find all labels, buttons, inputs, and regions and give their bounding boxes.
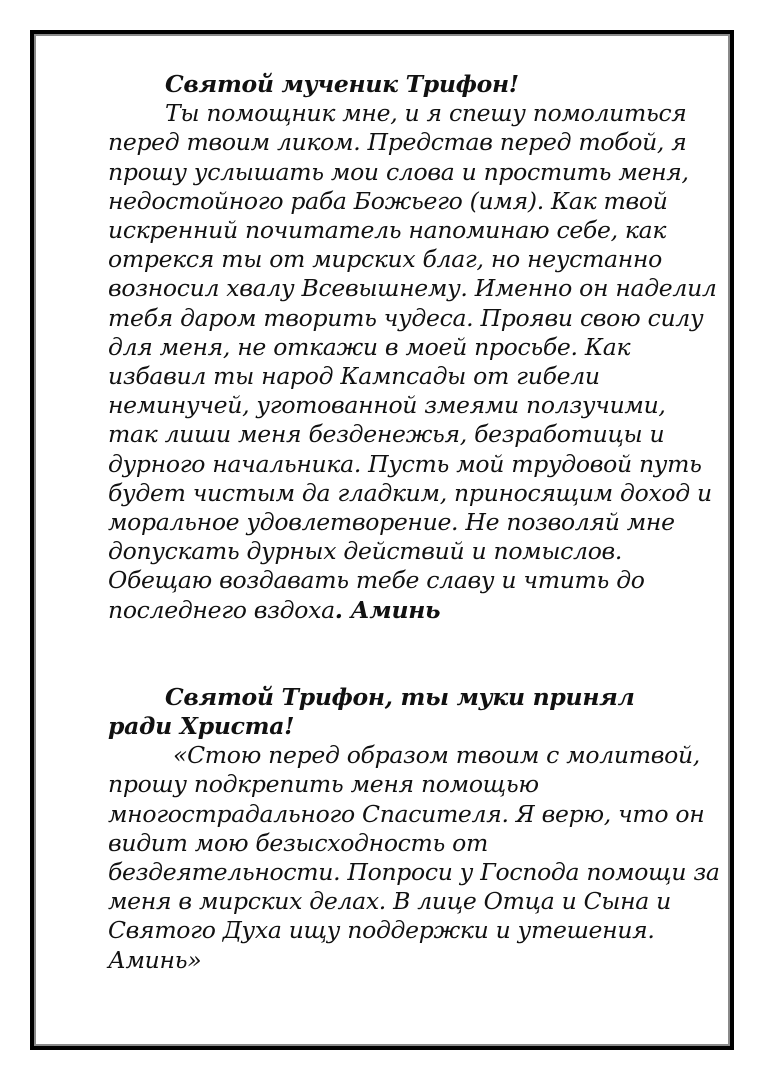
prayer-2-title: Святой Трифон, ты муки принял xyxy=(165,682,635,711)
prayer-1-line: неминучей, уготованной змеями ползучими, xyxy=(108,391,666,420)
prayer-2-line: бездеятельности. Попроси у Господа помощи за xyxy=(108,858,720,887)
prayer-1-line: для меня, не откажи в моей просьбе. Как xyxy=(108,332,631,361)
prayer-2-line: прошу подкрепить меня помощью xyxy=(108,770,539,799)
prayer-1-line: избавил ты народ Кампсады от гибели xyxy=(108,362,600,391)
prayer-1-line: перед твоим ликом. Представ перед тобой, я xyxy=(108,128,687,157)
prayer-1-amen: . Аминь xyxy=(334,595,441,624)
prayer-1-line: будет чистым да гладким, приносящим доход и xyxy=(108,478,712,507)
prayer-2-line: «Стою перед образом твоим с молитвой, xyxy=(173,741,700,770)
prayer-1-line: недостойного раба Божьего (имя). Как твой xyxy=(108,186,668,215)
document-body xyxy=(108,70,718,975)
prayer-2-line: видит мою безысходность от xyxy=(108,828,489,857)
section-gap xyxy=(108,625,718,683)
prayer-1-line: допускать дурных действий и помыслов. xyxy=(108,537,623,566)
prayer-1-line: дурного начальника. Пусть мой трудовой путь xyxy=(108,449,702,478)
prayer-2-line: меня в мирских делах. В лице Отца и Сына и xyxy=(108,887,671,916)
prayer-1-line: Обещаю воздавать тебе славу и чтить до xyxy=(108,566,645,595)
prayer-1-line: тебя даром творить чудеса. Прояви свою силу xyxy=(108,303,704,332)
prayer-1-line: отрекся ты от мирских благ, но неустанно xyxy=(108,245,662,274)
prayer-2-line: Аминь» xyxy=(108,945,202,974)
prayer-1 xyxy=(108,70,718,625)
prayer-1-line: Ты помощник мне, и я спешу помолиться xyxy=(165,99,687,128)
prayer-1-line: искренний почитатель напоминаю себе, как xyxy=(108,216,667,245)
prayer-1-line: прошу услышать мои слова и простить меня, xyxy=(108,157,689,186)
prayer-2-title-cont: ради Христа! xyxy=(108,712,295,741)
prayer-1-last-line xyxy=(108,596,718,625)
prayer-1-title: Святой мученик Трифон! xyxy=(165,70,519,98)
prayer-1-line: возносил хвалу Всевышнему. Именно он наделил xyxy=(108,274,717,303)
prayer-2-line: Святого Духа ищу поддержки и утешения. xyxy=(108,916,655,945)
prayer-2-line: многострадального Спасителя. Я верю, что он xyxy=(108,799,705,828)
prayer-2 xyxy=(108,683,718,975)
prayer-1-line: моральное удовлетворение. Не позволяй мне xyxy=(108,508,675,537)
prayer-1-line: так лиши меня безденежья, безработицы и xyxy=(108,420,665,449)
prayer-1-last-text: последнего вздоха xyxy=(108,595,335,624)
